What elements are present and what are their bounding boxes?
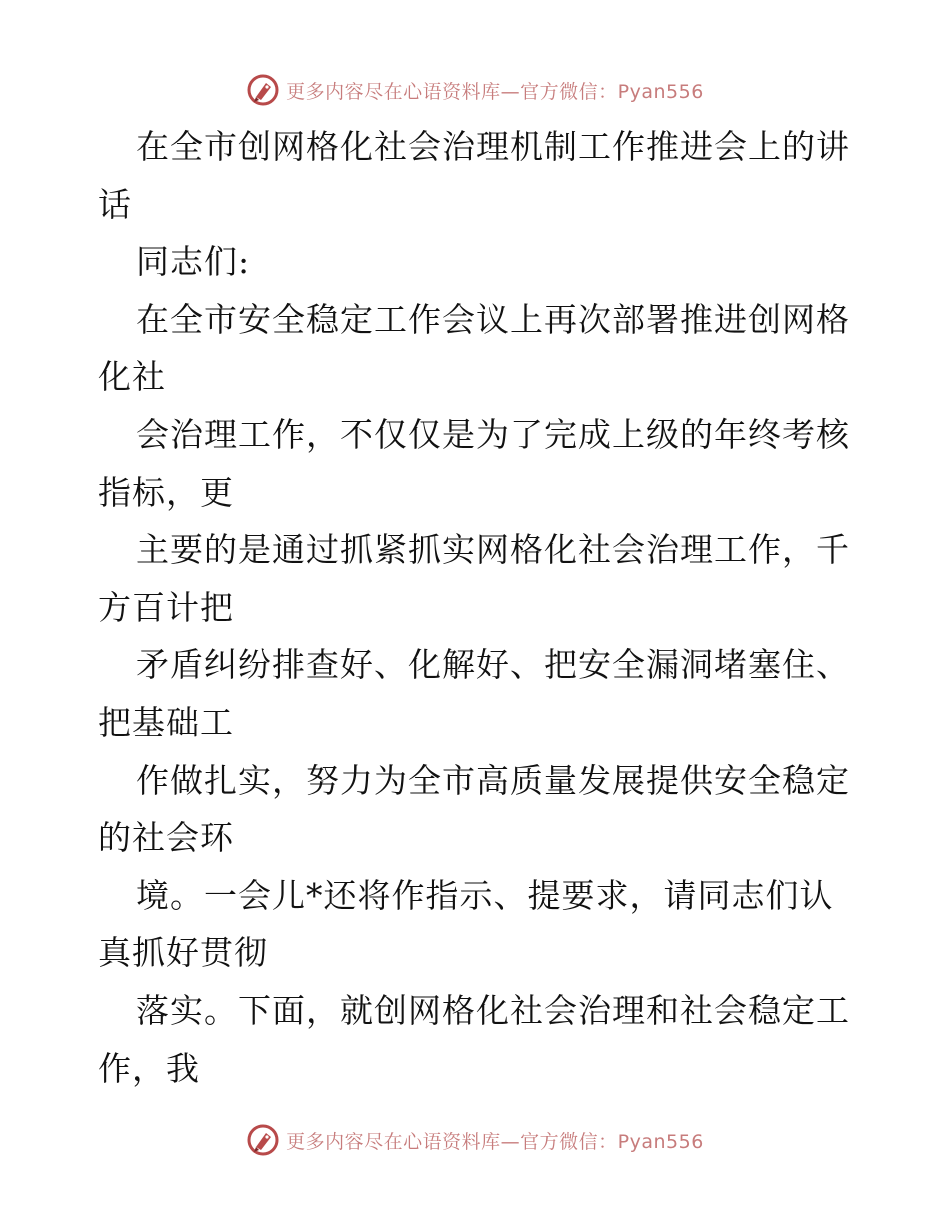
text-line: 指标，更	[98, 472, 234, 512]
pen-logo-icon	[246, 1123, 280, 1157]
text-line: 把基础工	[98, 702, 234, 742]
pen-logo-icon	[246, 73, 280, 107]
text-line: 在全市创网格化社会治理机制工作推进会上的讲	[136, 127, 850, 166]
text-line: 化社	[98, 357, 166, 397]
text-line: 落实。下面，就创网格化社会治理和社会稳定工	[136, 990, 850, 1030]
text-line: 在全市安全稳定工作会议上再次部署推进创网格	[136, 299, 850, 339]
watermark-text: 更多内容尽在心语资料库—官方微信：Pyan556	[286, 1130, 704, 1153]
text-line: 的社会环	[98, 818, 234, 858]
text-line: 同志们:	[136, 242, 251, 282]
text-line: 境。一会儿*还将作指示、提要求，请同志们认	[136, 875, 834, 915]
text-line: 作，我	[98, 1048, 200, 1088]
text-line: 主要的是通过抓紧抓实网格化社会治理工作，千	[136, 530, 850, 570]
watermark-text: 更多内容尽在心语资料库—官方微信：Pyan556	[286, 80, 704, 103]
text-line: 方百计把	[98, 587, 234, 627]
text-line: 话	[98, 184, 132, 224]
header-watermark	[0, 70, 950, 110]
text-line: 矛盾纠纷排查好、化解好、把安全漏洞堵塞住、	[136, 645, 850, 685]
text-line: 作做扎实，努力为全市高质量发展提供安全稳定	[136, 760, 850, 800]
footer-watermark	[0, 1120, 950, 1160]
text-line: 会治理工作，不仅仅是为了完成上级的年终考核	[136, 414, 850, 454]
document-body	[98, 118, 858, 1097]
text-line: 真抓好贯彻	[98, 933, 268, 973]
